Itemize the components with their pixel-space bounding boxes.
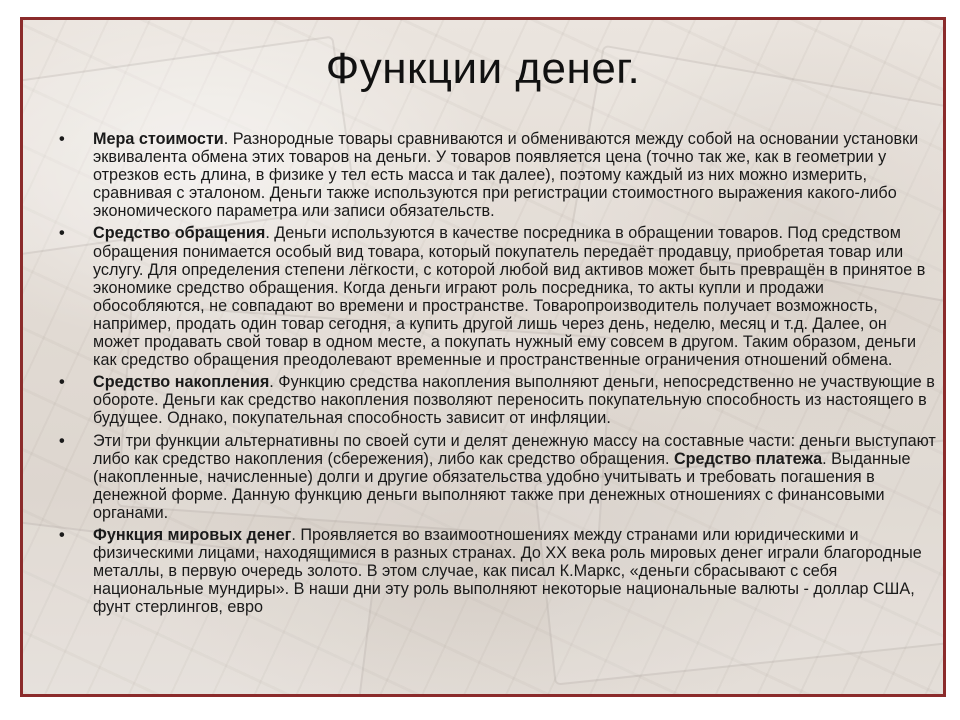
bullet-icon: • (59, 373, 65, 392)
bullet-text: . Деньги используются в качестве посредника в обращении товаров. Под средством обращения понимается особый вид товара, который покупатель передаёт продавцу, приобретая товар или услугу. Для определения степени лёгкости, с которой любой вид активов может быть превращён в принятое в экономике средство обращения. Когда деньги играют роль посредника, то акты купли и продажи обособляются, не совпадают во времени и пространстве. Товаропроизводитель получает возможность, например, продать один товар сегодня, а купить другой лишь через день, неделю, месяц и т.д. Далее, он может продавать свой товар в одном месте, а покупать нужный ему совсем в другом. Таким образом, деньги как средство обращения преодолевают временные и пространственные ограничения отношений обмена. (93, 224, 926, 370)
bullet-icon: • (59, 130, 65, 148)
bullet-text: . Функцию средства накопления выполняют деньги, непосредственно не участвующие в обороте. Деньги как средство накопления позволяют переносить покупательную способность из настоящего в будущее. Однако, покупательная способность зависит от инфляции. (93, 373, 935, 428)
bullet-icon: • (59, 525, 65, 544)
bullet-item (57, 130, 937, 220)
bullet-text: Эти три функции альтернативны по своей сути и делят денежную массу на составные части: деньги выступают либо как средство накопления (сбережения), либо как средство обращения. (93, 431, 936, 468)
bullet-item (57, 526, 937, 616)
slide (20, 17, 946, 697)
bullet-term: Функция мировых денег (93, 525, 292, 544)
bullet-term: Средство обращения (93, 224, 266, 243)
bullet-term: Средство накопления (93, 373, 270, 392)
bullet-list (57, 130, 937, 620)
bullet-text: . Проявляется во взаимоотношениях между странами или юридическими и физическими лицами, находящимися в разных странах. До XX века роль мировых денег играли благородные металлы, в первую очередь золото. В этом случае, как писал К.Маркс, «деньги сбрасывают с себя национальные мундиры». В наши дни эту роль выполняют некоторые национальные валюты - доллар США, фунт стерлингов, евро (93, 525, 922, 617)
bullet-icon: • (59, 224, 65, 243)
bullet-term: Средство платежа (673, 449, 823, 468)
bullet-term: Мера стоимости (93, 130, 224, 148)
bullet-text: . Выданные (накопленные, начисленные) долги и другие обязательства удобно учитывать и требовать погашения в денежной форме. Данную функцию деньги выполняют также при денежных отношениях с финансовыми органами. (93, 449, 911, 522)
bullet-item (57, 432, 937, 522)
bullet-icon: • (59, 431, 65, 450)
bullet-item (57, 373, 937, 427)
slide-title: Функции денег. (325, 44, 641, 93)
bullet-item (57, 224, 937, 369)
bullet-text: . Разнородные товары сравниваются и обмениваются между собой на основании установки эквивалента обмена этих товаров на деньги. У товаров появляется цена (точно так же, как в геометрии у отрезков есть длина, в физике у тел есть масса и так далее), поэтому каждый из них можно измерить, сравнивая с эталоном. Деньги также используются при регистрации стоимостного выражения какого-либо экономического параметра или записи обязательств. (93, 130, 919, 221)
